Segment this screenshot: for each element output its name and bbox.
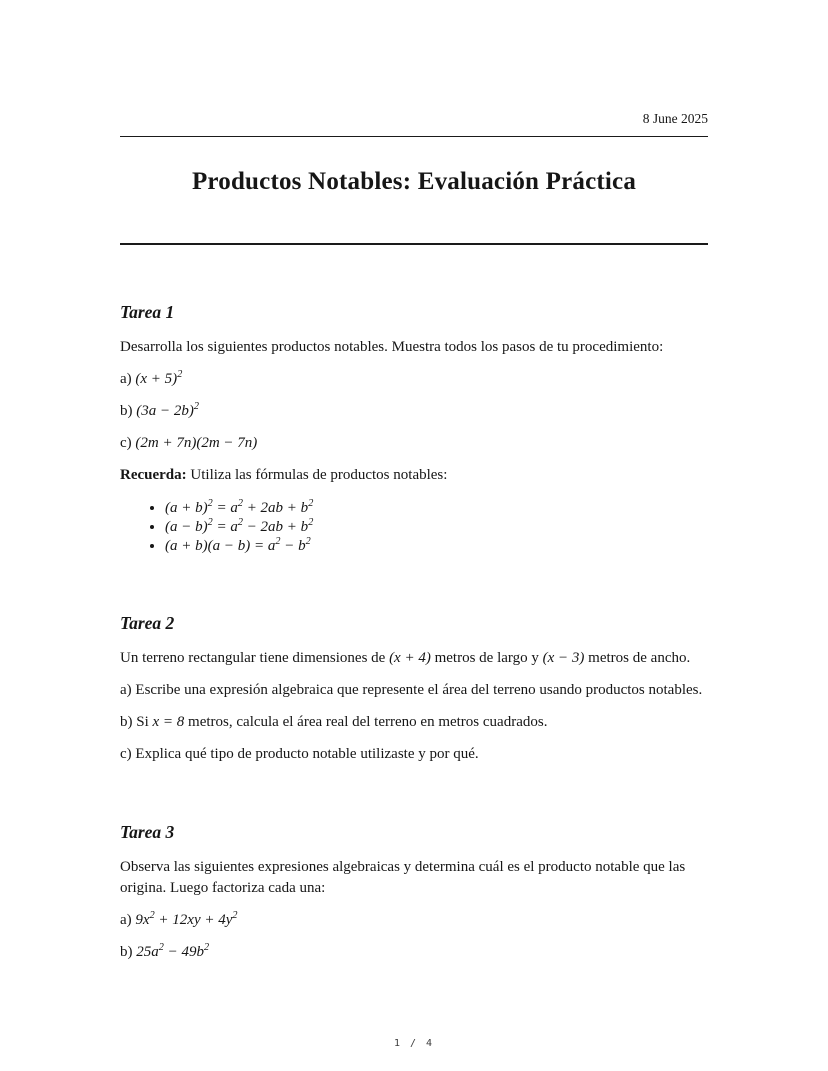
math-expression: $(a + b)^2 = a^2 + 2ab + b^2$ xyxy=(165,497,314,516)
math-expression: $(3a - 2b)^2$ xyxy=(136,400,199,419)
formula-item xyxy=(165,537,708,556)
math-expression: $(x + 5)^2$ xyxy=(135,368,183,387)
item-label: c) xyxy=(120,745,132,762)
math-expression: $25a^2 - 49b^2$ xyxy=(136,941,210,960)
tarea1-item-c xyxy=(120,433,708,454)
document-title: Productos Notables: Evaluación Práctica xyxy=(191,167,637,195)
item-label: a) xyxy=(120,681,132,698)
tarea1-item-a xyxy=(120,369,708,390)
item-label: b) xyxy=(120,402,133,419)
intro-text: metros de ancho. xyxy=(584,649,691,666)
formula-item xyxy=(165,499,708,518)
page-number: 1 / 4 xyxy=(393,1038,435,1049)
item-label: a) xyxy=(120,370,132,387)
item-text: Explica qué tipo de producto notable utilizaste y por qué. xyxy=(131,745,479,762)
tarea3-item-a xyxy=(120,910,708,931)
tarea3-heading: Tarea 3 xyxy=(120,821,175,842)
item-text: metros, calcula el área real del terreno en metros cuadrados. xyxy=(184,713,548,730)
document-header xyxy=(120,112,708,245)
document-date: 8 June 2025 xyxy=(642,111,708,126)
tarea3-item-b xyxy=(120,942,708,963)
intro-text: metros de largo y xyxy=(430,649,543,666)
math-expression: $(a + b)(a - b) = a^2 - b^2$ xyxy=(165,535,311,554)
title-rule xyxy=(120,243,708,245)
tarea1-intro: Desarrolla los siguientes productos notables. Muestra todos los pasos de tu procedimiento: xyxy=(120,338,664,355)
item-text: Si xyxy=(132,713,153,730)
tarea2-intro xyxy=(120,648,708,669)
intro-text: Un terreno rectangular tiene dimensiones de xyxy=(120,649,390,666)
item-text: Escribe una expresión algebraica que represente el área del terreno usando productos notables. xyxy=(131,681,703,698)
math-expression: (2m + 7n)(2m − 7n) xyxy=(135,434,258,451)
tarea1-item-b xyxy=(120,401,708,422)
tarea3-intro: Observa las siguientes expresiones algebraicas y determina cuál es el producto notable que las origina. Luego factoriza cada una: xyxy=(120,858,686,896)
tarea2-heading: Tarea 2 xyxy=(120,612,175,633)
item-label: b) xyxy=(120,943,133,960)
item-label: c) xyxy=(120,434,132,451)
math-expression: (x + 4) xyxy=(389,649,431,666)
tarea2-item-c xyxy=(120,744,708,765)
reminder-text: Utiliza las fórmulas de productos notables: xyxy=(186,466,448,483)
formula-list xyxy=(120,499,708,556)
header-rule xyxy=(120,136,708,137)
math-expression: $9x^2 + 12xy + 4y^2$ xyxy=(135,909,238,928)
tarea2-item-a xyxy=(120,680,708,701)
tarea1-heading: Tarea 1 xyxy=(120,301,175,322)
tarea1-reminder xyxy=(120,465,708,486)
tarea2-item-b xyxy=(120,712,708,733)
math-expression: (x − 3) xyxy=(542,649,585,666)
section-tarea-3 xyxy=(120,822,708,963)
math-expression: x = 8 xyxy=(152,713,185,730)
section-tarea-1 xyxy=(120,302,708,556)
section-tarea-2 xyxy=(120,613,708,765)
reminder-label: Recuerda: xyxy=(120,466,187,483)
formula-item xyxy=(165,518,708,537)
item-label: b) xyxy=(120,713,133,730)
math-expression: $(a - b)^2 = a^2 - 2ab + b^2$ xyxy=(165,516,314,535)
item-label: a) xyxy=(120,911,132,928)
